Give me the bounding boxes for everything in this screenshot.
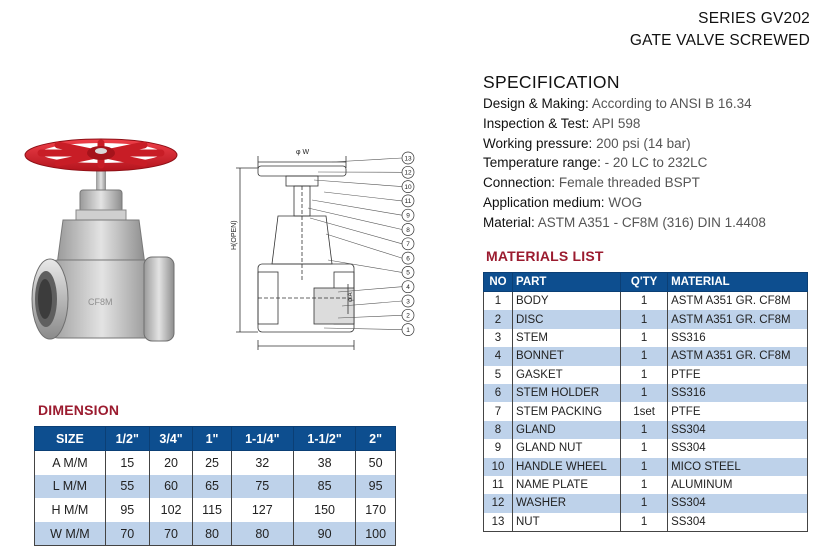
materials-cell: SS316 [668,329,808,347]
spec-value: Female threaded BSPT [558,175,700,191]
materials-cell: 12 [484,494,513,512]
materials-row [484,402,808,420]
dimension-cell: 80 [193,522,231,546]
materials-row [484,347,808,365]
materials-cell: NAME PLATE [513,476,621,494]
callout-leader [324,192,402,201]
callout-leader [308,208,402,230]
spec-row [483,173,766,193]
materials-row [484,458,808,476]
materials-table [483,272,808,532]
svg-text:CF8M: CF8M [88,297,113,307]
materials-row [484,421,808,439]
materials-cell: 1 [621,439,668,457]
dimension-row [35,475,396,499]
spec-value: According to ANSI B 16.34 [591,96,752,111]
callout-leader [328,260,402,272]
materials-cell: GASKET [513,366,621,384]
materials-cell: BODY [513,292,621,311]
technical-drawing [228,142,428,354]
materials-cell: SS304 [668,439,808,457]
dimension-header-cell: 1/2" [105,427,149,451]
dimension-cell: 127 [231,498,293,522]
dimension-cell: 15 [105,451,149,475]
materials-cell: ASTM A351 GR. CF8M [668,347,808,365]
callout-number: 2 [406,312,410,320]
dimension-row [35,522,396,546]
materials-cell: SS304 [668,513,808,532]
valve-photo [18,135,198,360]
materials-row [484,366,808,384]
callout-number: 6 [406,255,410,263]
materials-cell: 1 [621,494,668,512]
materials-cell: GLAND [513,421,621,439]
callout-number: 10 [404,183,412,191]
dimension-cell: A M/M [35,451,106,475]
materials-cell: ASTM A351 GR. CF8M [668,310,808,328]
materials-cell: 1 [621,292,668,311]
materials-cell: GLAND NUT [513,439,621,457]
dimension-cell: 70 [105,522,149,546]
spec-label: Design & Making: [483,96,589,111]
spec-row [483,153,766,173]
callout-leader [314,180,402,187]
spec-label: Inspection & Test: [483,115,590,131]
spec-row [483,134,766,154]
spec-label: Connection: [483,175,556,191]
materials-cell: HANDLE WHEEL [513,458,621,476]
dimension-cell: 85 [293,475,355,499]
dimension-cell: 20 [149,451,193,475]
materials-cell: PTFE [668,402,808,420]
materials-row [484,513,808,532]
spec-label: Application medium: [483,194,605,210]
dimension-cell: L M/M [35,475,106,499]
dimension-header-cell: 2" [356,427,396,451]
materials-cell: PTFE [668,366,808,384]
spec-value: ASTM A351 - CF8M (316) DIN 1.4408 [537,214,766,230]
materials-cell: 1 [621,458,668,476]
dimension-header-row [35,427,396,451]
dimension-cell: 70 [149,522,193,546]
materials-cell: 8 [484,421,513,439]
materials-cell: 13 [484,513,513,532]
materials-cell: 7 [484,402,513,420]
materials-cell: 1 [621,329,668,347]
dimension-header-cell: 1-1/2" [293,427,355,451]
materials-row [484,494,808,512]
callout-number: 1 [406,326,410,334]
specification-title: SPECIFICATION [483,72,620,92]
spec-label: Temperature range: [483,155,601,171]
callout-number: 7 [406,241,410,249]
materials-cell: STEM PACKING [513,402,621,420]
materials-cell: 1set [621,402,668,420]
materials-header-cell: Q'TY [621,273,668,292]
series-header [630,8,810,52]
materials-cell: SS304 [668,421,808,439]
dimension-cell: H M/M [35,498,106,522]
materials-cell: NUT [513,513,621,532]
dimension-cell: 60 [149,475,193,499]
callout-number: 4 [406,284,410,291]
materials-cell: 5 [484,366,513,384]
materials-cell: 10 [484,458,513,476]
handwheel [25,139,177,171]
dimension-header-cell: 1" [193,427,231,451]
spec-row [483,114,766,134]
materials-cell: 1 [621,366,668,384]
dimension-header-cell: 3/4" [149,427,193,451]
dimension-table [34,426,396,546]
dim-w-label: φ W [296,149,310,156]
spec-row [483,213,766,233]
materials-cell: STEM HOLDER [513,384,621,402]
materials-cell: 1 [484,292,513,311]
materials-cell: MICO STEEL [668,458,808,476]
materials-cell: STEM [513,329,621,347]
spec-value: - 20 LC to 232LC [604,155,708,171]
materials-cell: WASHER [513,494,621,512]
materials-cell: ALUMINUM [668,476,808,494]
callout-leader [310,218,402,244]
series-code: SERIES GV202 [698,10,810,27]
materials-header-row [484,273,808,292]
materials-cell: 1 [621,513,668,532]
dimension-cell: 95 [105,498,149,522]
dimension-cell: 38 [293,451,355,475]
materials-row [484,329,808,347]
materials-cell: 1 [621,310,668,328]
dimension-cell: 115 [193,498,231,522]
callout-number: 3 [406,298,410,306]
materials-row [484,384,808,402]
materials-header-cell: NO [484,273,513,292]
materials-cell: 2 [484,310,513,328]
callout-number: 11 [404,198,412,206]
dimension-cell: 75 [231,475,293,499]
materials-cell: 1 [621,421,668,439]
spec-value: API 598 [592,115,641,131]
materials-row [484,292,808,311]
materials-header-cell: MATERIAL [668,273,808,292]
spec-row [483,94,766,114]
dimension-cell: 55 [105,475,149,499]
callout-leader [332,158,402,162]
callout-number: 8 [406,226,410,234]
materials-cell: 1 [621,384,668,402]
materials-row [484,476,808,494]
dimension-row [35,498,396,522]
product-name: GATE VALVE SCREWED [629,32,810,49]
dimension-cell: 102 [149,498,193,522]
dimension-cell: 65 [193,475,231,499]
callout-leader [312,200,402,215]
dimension-cell: 100 [356,522,396,546]
dim-h-label: H(OPEN) [231,220,238,250]
spec-label: Material: [483,214,535,230]
materials-cell: 4 [484,347,513,365]
dimension-cell: 170 [356,498,396,522]
callout-number: 5 [406,269,410,277]
dimension-header-cell: SIZE [35,427,106,451]
dimension-cell: 50 [356,451,396,475]
dimension-cell: 32 [231,451,293,475]
materials-row [484,310,808,328]
spec-row [483,193,766,213]
materials-cell: 1 [621,347,668,365]
materials-title: MATERIALS LIST [486,248,604,264]
callout-number: 13 [404,155,412,163]
dimension-title: DIMENSION [38,402,120,418]
dimension-cell: W M/M [35,522,106,546]
spec-label: Working pressure: [483,135,593,151]
dimension-cell: 150 [293,498,355,522]
materials-header-cell: PART [513,273,621,292]
dimension-header-cell: 1-1/4" [231,427,293,451]
dimension-row [35,451,396,475]
materials-cell: 9 [484,439,513,457]
materials-cell: 1 [621,476,668,494]
callout-leader [326,234,402,258]
specification-list [483,94,766,233]
dimension-cell: 25 [193,451,231,475]
dim-a-label: φ A [348,292,354,302]
spec-value: 200 psi (14 bar) [596,135,691,151]
dimension-cell: 90 [293,522,355,546]
materials-cell: 6 [484,384,513,402]
materials-cell: SS316 [668,384,808,402]
materials-cell: ASTM A351 GR. CF8M [668,292,808,311]
callout-leader [324,328,402,330]
materials-row [484,439,808,457]
materials-cell: DISC [513,310,621,328]
callout-number: 9 [406,212,410,220]
spec-value: WOG [608,194,643,210]
dimension-cell: 95 [356,475,396,499]
materials-cell: BONNET [513,347,621,365]
materials-cell: 11 [484,476,513,494]
dimension-cell: 80 [231,522,293,546]
materials-cell: 3 [484,329,513,347]
callout-number: 12 [404,169,412,177]
materials-cell: SS304 [668,494,808,512]
